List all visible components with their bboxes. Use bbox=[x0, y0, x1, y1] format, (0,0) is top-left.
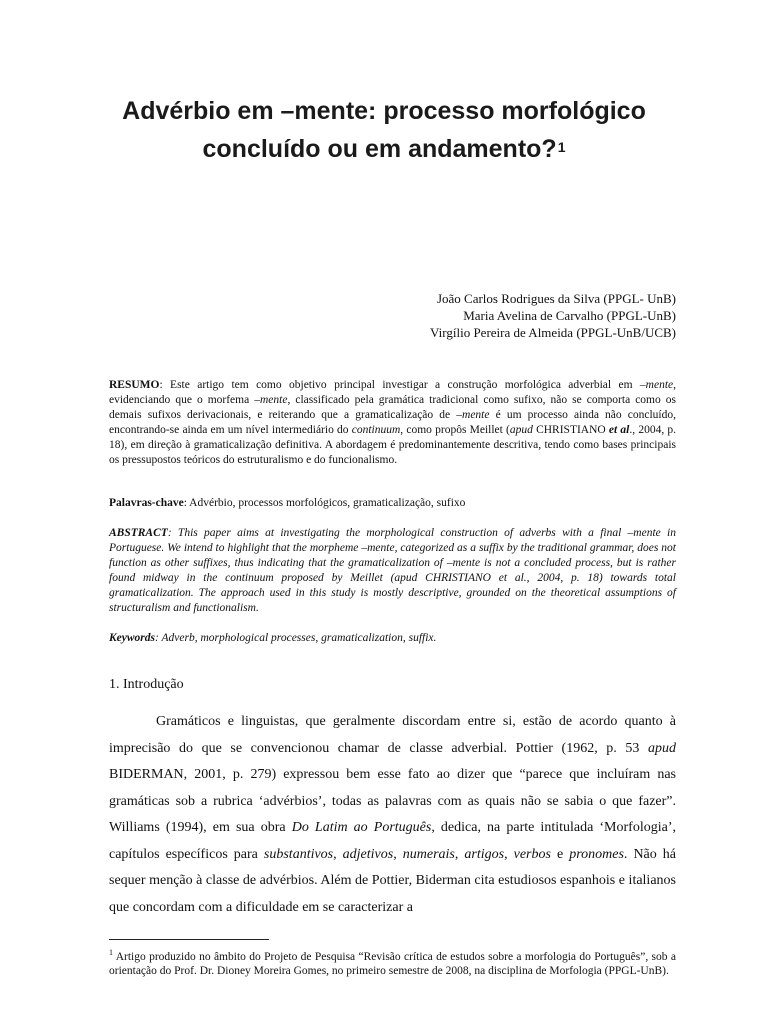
resumo-text: , como propôs Meillet ( bbox=[400, 424, 510, 436]
resumo-italic: mente bbox=[462, 409, 490, 421]
intro-italic: numerais bbox=[402, 846, 455, 862]
resumo-paragraph bbox=[109, 378, 676, 468]
keywords-line bbox=[109, 631, 676, 646]
author-2: Maria Avelina de Carvalho (PPGL-UnB) bbox=[463, 308, 676, 323]
palavras-chave-label: Palavras-chave bbox=[109, 497, 184, 509]
resumo-italic: apud bbox=[509, 424, 533, 436]
intro-italic: substantivos bbox=[263, 846, 334, 862]
abstract-paragraph bbox=[109, 526, 676, 616]
footnote-text: Artigo produzido no âmbito do Projeto de Pesquisa “Revisão crítica de estudos sobre a morfologia do Português”, sob a orientação do Prof. Dr. Dioney Moreira Gomes, no primeiro semestre de 2008, na disciplina de Morfologia (PPGL-UnB). bbox=[109, 950, 676, 977]
intro-text: , bbox=[333, 846, 343, 862]
resumo-italic: et al bbox=[608, 424, 630, 436]
footnote-divider bbox=[109, 939, 269, 940]
intro-text: Gramáticos e linguistas, que geralmente discordam entre si, estão de acordo quanto à imprecisão do que se convencionou chamar de classe adverbial. Pottier (1962, p. 53 bbox=[109, 714, 676, 756]
intro-text: , bbox=[454, 846, 465, 862]
intro-paragraph bbox=[109, 709, 676, 921]
footnote bbox=[109, 946, 676, 978]
intro-italic: pronomes bbox=[569, 846, 624, 862]
footnote-mark: 1 bbox=[109, 948, 113, 957]
section-heading: 1. Introdução bbox=[109, 677, 184, 692]
abstract-label: ABSTRACT bbox=[109, 527, 168, 539]
resumo-text: ., 2004, p. 18), em direção à gramaticalização definitiva. A abordagem é predominantemente descritiva, tendo como bases principais os pressupostos teóricos do estruturalismo e do funcionalismo. bbox=[109, 424, 677, 466]
palavras-chave-text: : Advérbio, processos morfológicos, gramaticalização, sufixo bbox=[183, 497, 466, 509]
keywords-label: Keywords bbox=[109, 632, 155, 644]
intro-text: . Não há sequer menção à classe de advérbios. Além de Pottier, Biderman cita estudiosos espanhois e italianos que concordam com a dificuldade em se caracterizar a bbox=[109, 846, 677, 915]
intro-italic: verbos bbox=[513, 846, 551, 862]
intro-text: BIDERMAN, 2001, p. 279) expressou bem esse fato ao dizer que “parece que incluíram nas gramáticas sob a rubrica ‘advérbios’, todas as palavras com as quais não se sabia o que fazer”. Williams (1994), em sua obra bbox=[109, 767, 676, 835]
paper-title bbox=[110, 92, 658, 168]
resumo-text: : Este artigo tem como objetivo principal investigar a construção morfológica adverbial em – bbox=[159, 379, 646, 391]
author-list bbox=[430, 290, 676, 341]
resumo-text: , classificado pela gramática tradicional como sufixo, não se comporta como os demais sufixos derivacionais, e reiterando que a gramaticalização de – bbox=[109, 394, 676, 421]
resumo-label: RESUMO bbox=[109, 379, 160, 391]
resumo-text: , evidenciando que o morfema – bbox=[109, 379, 676, 406]
intro-text: , bbox=[393, 846, 403, 862]
intro-italic: apud bbox=[648, 740, 676, 756]
resumo-text: é um processo ainda não concluído, encontrando-se ainda em um nível intermediário do bbox=[109, 409, 676, 436]
intro-text: , bbox=[504, 846, 514, 862]
intro-italic: artigos bbox=[464, 846, 505, 862]
resumo-italic: mente bbox=[259, 394, 288, 406]
intro-italic: Do Latim ao Português bbox=[291, 820, 432, 835]
resumo-text: CHRISTIANO bbox=[532, 424, 609, 436]
title-footnote-mark: 1 bbox=[557, 139, 566, 155]
abstract-text: : This paper aims at investigating the morphological construction of adverbs with a final –mente in Portuguese. We intend to highlight that the morpheme –mente, categorized as a suffix by the traditional grammar, does not function as other suffixes, thus indicating that the gramaticalization of –mente is not a concluded process, but is rather found midway in the continuum proposed by Meillet (apud CHRISTIANO et al., 2004, p. 18) towards total gramaticalization. The approach used in this study is mostly descriptive, grounded on the theoretical assumptions of structuralism and functionalism. bbox=[109, 527, 676, 614]
palavras-chave-line bbox=[109, 496, 676, 511]
paper-title-text: Advérbio em –mente: processo morfológico concluído ou em andamento? bbox=[122, 97, 646, 163]
resumo-italic: mente bbox=[645, 379, 674, 391]
keywords-text: : Adverb, morphological processes, gramaticalization, suffix. bbox=[155, 632, 437, 644]
author-3: Virgílio Pereira de Almeida (PPGL-UnB/UCB) bbox=[430, 325, 676, 340]
resumo-italic: continuum bbox=[351, 424, 401, 436]
intro-text: e bbox=[550, 846, 570, 862]
intro-body bbox=[109, 709, 676, 921]
author-1: João Carlos Rodrigues da Silva (PPGL- UnB) bbox=[436, 291, 676, 306]
intro-italic: adjetivos bbox=[342, 846, 394, 862]
intro-text: , dedica, na parte intitulada ‘Morfologia’, capítulos específicos para bbox=[109, 820, 676, 862]
